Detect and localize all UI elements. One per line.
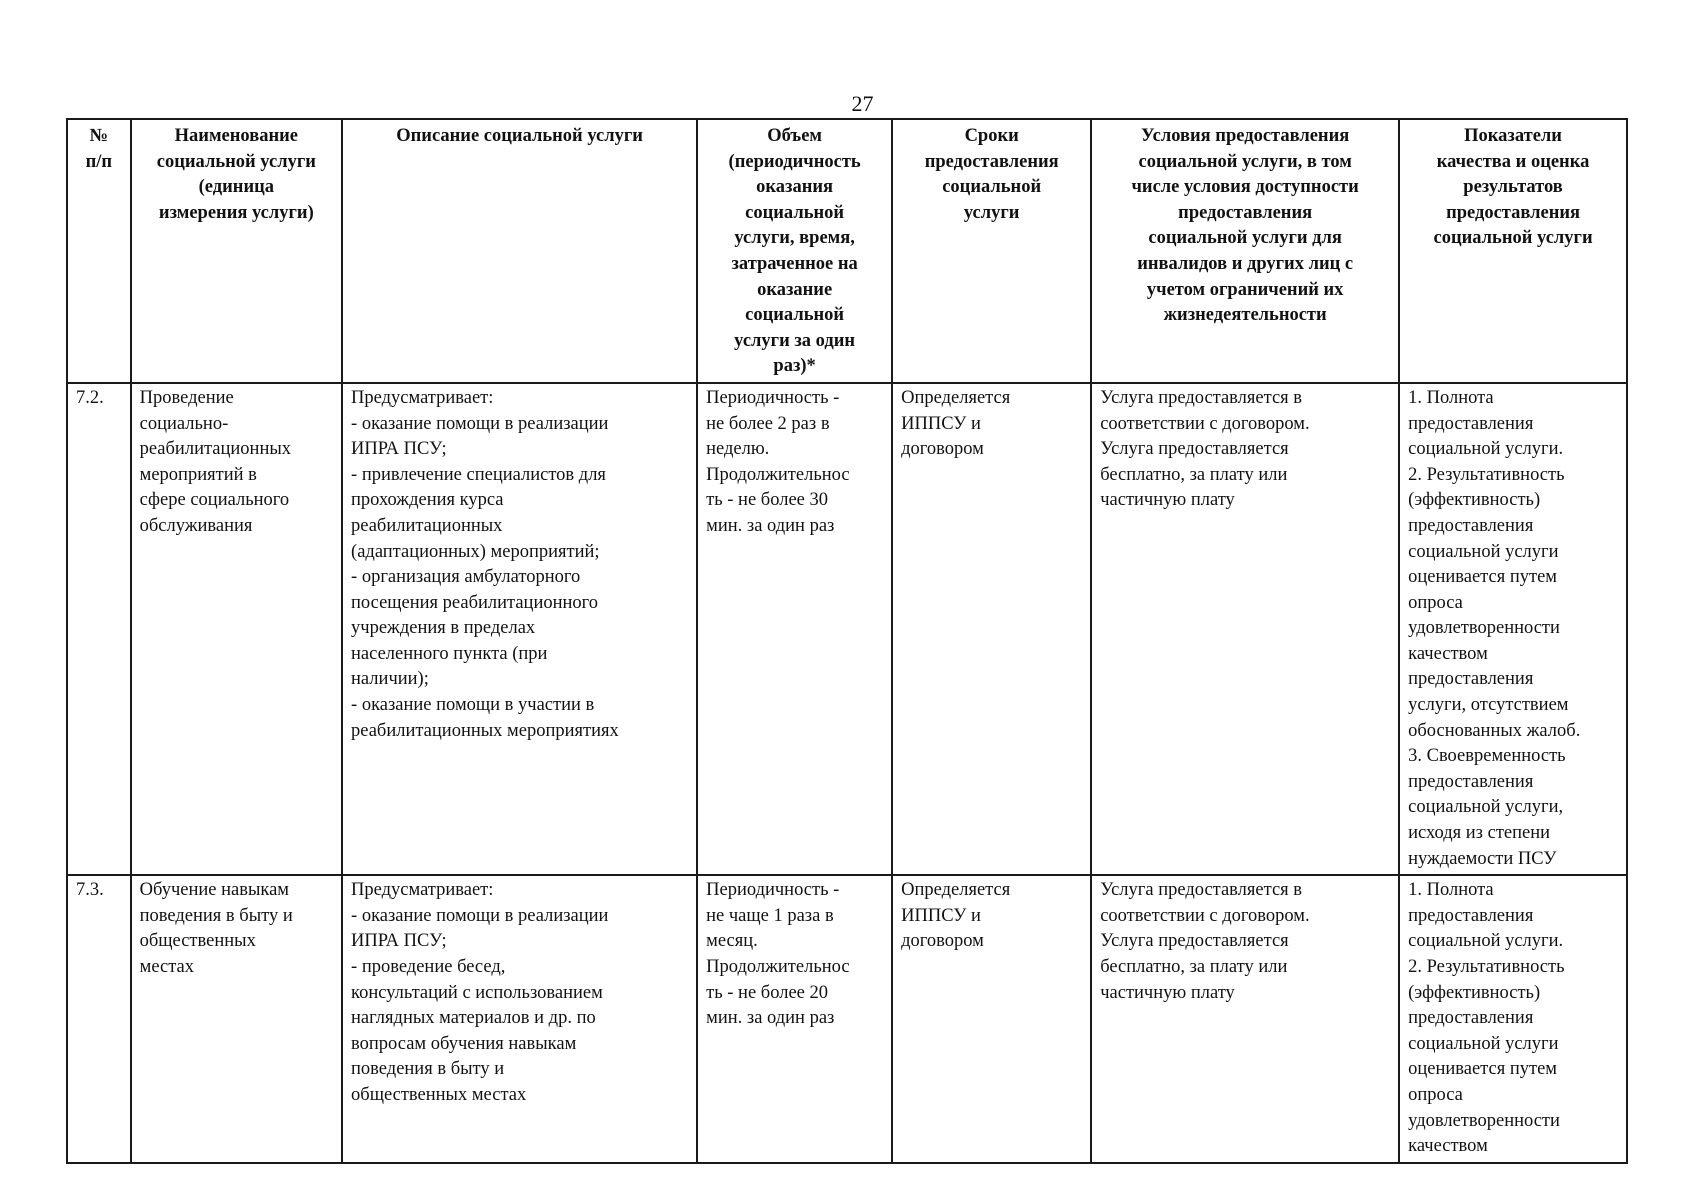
- cell-number: 7.3.: [67, 875, 131, 1163]
- cell-service-description: Предусматривает: - оказание помощи в реализации ИПРА ПСУ; - проведение бесед, консультаций с использованием наглядных материалов и др. по вопросам обучения навыкам поведения в быту и общественных местах: [342, 875, 697, 1163]
- cell-service-conditions: Услуга предоставляется в соответствии с договором. Услуга предоставляется бесплатно, за плату или частичную плату: [1091, 383, 1399, 875]
- cell-service-name: Проведение социально- реабилитационных мероприятий в сфере социального обслуживания: [131, 383, 342, 875]
- table-header-row: [67, 119, 1627, 383]
- table-row: [67, 875, 1627, 1163]
- header-service-terms: Сроки предоставления социальной услуги: [892, 119, 1091, 383]
- cell-quality-indicators: 1. Полнота предоставления социальной услуги. 2. Результативность (эффективность) предоставления социальной услуги оценивается путем опроса удовлетворенности качеством предоставления услуги, отсутствием обоснованных жалоб. 3. Своевременность предоставления социальной услуги, исходя из степени нуждаемости ПСУ: [1399, 383, 1627, 875]
- cell-service-terms: Определяется ИППСУ и договором: [892, 383, 1091, 875]
- header-service-description: Описание социальной услуги: [342, 119, 697, 383]
- cell-service-conditions: Услуга предоставляется в соответствии с договором. Услуга предоставляется бесплатно, за плату или частичную плату: [1091, 875, 1399, 1163]
- table-row: [67, 383, 1627, 875]
- social-services-table: [66, 118, 1628, 1164]
- cell-service-volume: Периодичность - не чаще 1 раза в месяц. Продолжительнос ть - не более 20 мин. за один раз: [697, 875, 892, 1163]
- header-service-conditions: Условия предоставления социальной услуги, в том числе условия доступности предоставления социальной услуги для инвалидов и других лиц с учетом ограничений их жизнедеятельности: [1091, 119, 1399, 383]
- cell-quality-indicators: 1. Полнота предоставления социальной услуги. 2. Результативность (эффективность) предоставления социальной услуги оценивается путем опроса удовлетворенности качеством: [1399, 875, 1627, 1163]
- header-number: № п/п: [67, 119, 131, 383]
- page-number: 27: [851, 91, 874, 116]
- cell-service-description: Предусматривает: - оказание помощи в реализации ИПРА ПСУ; - привлечение специалистов для прохождения курса реабилитационных (адаптационных) мероприятий; - организация амбулаторного посещения реабилитационного учреждения в пределах населенного пункта (при наличии); - оказание помощи в участии в реабилитационных мероприятиях: [342, 383, 697, 875]
- header-quality-indicators: Показатели качества и оценка результатов предоставления социальной услуги: [1399, 119, 1627, 383]
- header-service-volume: Объем (периодичность оказания социальной услуги, время, затраченное на оказание социальной услуги за один раз)*: [697, 119, 892, 383]
- cell-number: 7.2.: [67, 383, 131, 875]
- cell-service-name: Обучение навыкам поведения в быту и общественных местах: [131, 875, 342, 1163]
- cell-service-terms: Определяется ИППСУ и договором: [892, 875, 1091, 1163]
- header-service-name: Наименование социальной услуги (единица измерения услуги): [131, 119, 342, 383]
- cell-service-volume: Периодичность - не более 2 раз в неделю. Продолжительнос ть - не более 30 мин. за один раз: [697, 383, 892, 875]
